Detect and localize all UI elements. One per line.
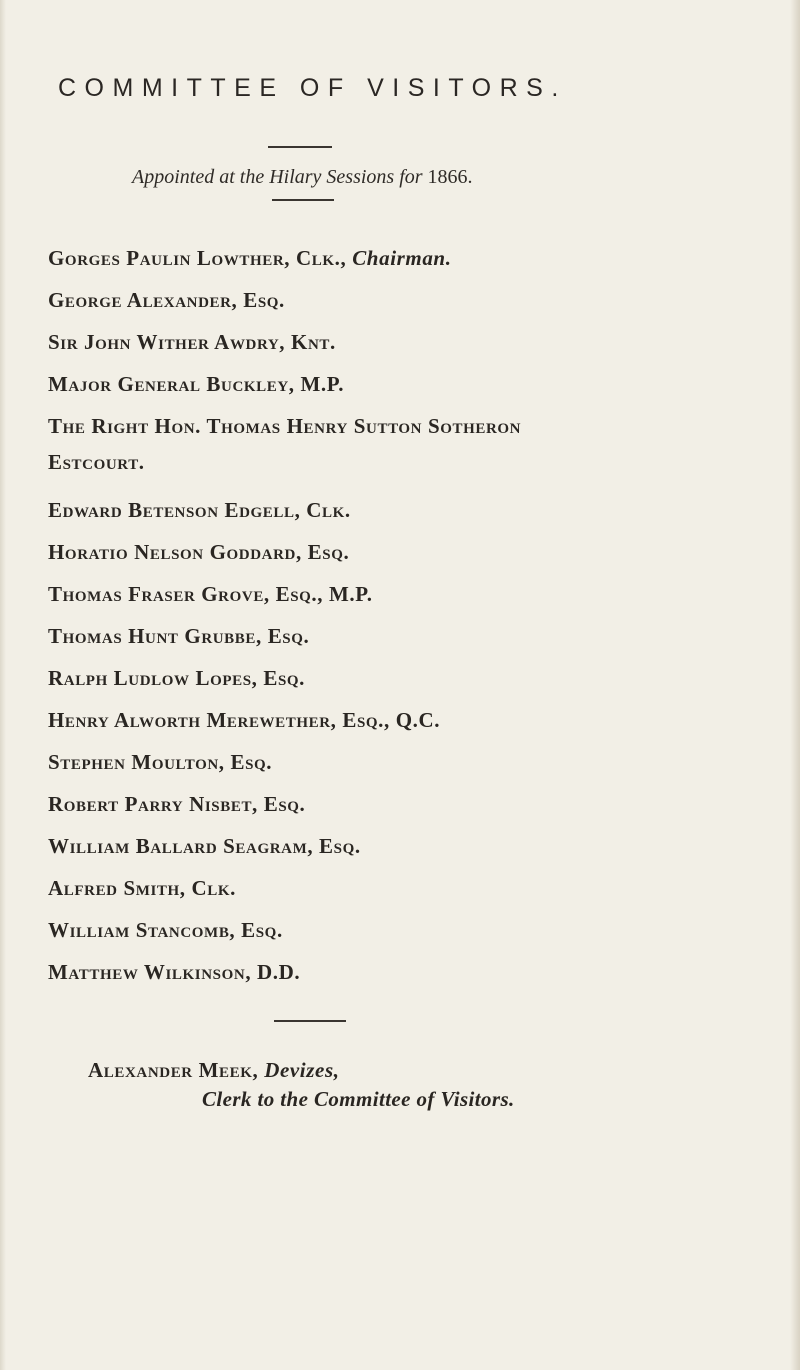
member-item (48, 699, 521, 741)
member-name: Sir John Wither Awdry, Knt. (48, 330, 336, 354)
member-name: Thomas Hunt Grubbe, Esq. (48, 624, 310, 648)
member-item (48, 279, 521, 321)
member-name: Horatio Nelson Goddard, Esq. (48, 540, 350, 564)
member-name: The Right Hon. Thomas Henry Sutton Sotheron (48, 414, 522, 438)
member-item (48, 867, 521, 909)
subtitle-text: Appointed at the Hilary Sessions for (132, 166, 423, 188)
member-name: Major General Buckley, M.P. (48, 372, 345, 396)
divider-middle (272, 199, 334, 201)
member-name: George Alexander, Esq. (48, 288, 285, 312)
member-name: Thomas Fraser Grove, Esq., M.P. (48, 582, 373, 606)
member-name: Edward Betenson Edgell, Clk. (48, 498, 351, 522)
member-name: Gorges Paulin Lowther, Clk., (48, 246, 347, 270)
member-item (48, 741, 521, 783)
member-name: Matthew Wilkinson, D.D. (48, 960, 301, 984)
clerk-signature (88, 1052, 340, 1088)
member-name: William Stancomb, Esq. (48, 918, 283, 942)
member-item (48, 783, 521, 825)
member-role: Chairman. (352, 246, 452, 270)
member-item (48, 405, 521, 489)
member-name: William Ballard Seagram, Esq. (48, 834, 361, 858)
member-item (48, 321, 521, 363)
member-name: Alfred Smith, Clk. (48, 876, 236, 900)
member-item (48, 489, 521, 531)
member-item (48, 531, 521, 573)
member-name: Ralph Ludlow Lopes, Esq. (48, 666, 306, 690)
subtitle-year: 1866. (427, 166, 473, 188)
member-name: Robert Parry Nisbet, Esq. (48, 792, 306, 816)
clerk-name: Alexander Meek, (88, 1058, 259, 1082)
member-item (48, 363, 521, 405)
page-heading: COMMITTEE OF VISITORS. (58, 74, 567, 102)
member-item (48, 573, 521, 615)
clerk-role: Clerk to the Committee of Visitors. (202, 1087, 515, 1111)
member-item (48, 237, 521, 279)
member-item (48, 657, 521, 699)
member-name: Henry Alworth Merewether, Esq., Q.C. (48, 708, 441, 732)
divider-bottom (274, 1020, 346, 1022)
page-edge-right (790, 0, 800, 1370)
page-subtitle (132, 166, 473, 189)
member-item (48, 909, 521, 951)
member-list (48, 237, 521, 993)
member-name: Stephen Moulton, Esq. (48, 750, 273, 774)
divider-top (268, 146, 332, 148)
member-item (48, 615, 521, 657)
member-item (48, 825, 521, 867)
clerk-place: Devizes, (264, 1058, 340, 1082)
member-item (48, 951, 521, 993)
page-edge-left (0, 0, 6, 1370)
member-name-continuation: Estcourt. (48, 450, 145, 474)
